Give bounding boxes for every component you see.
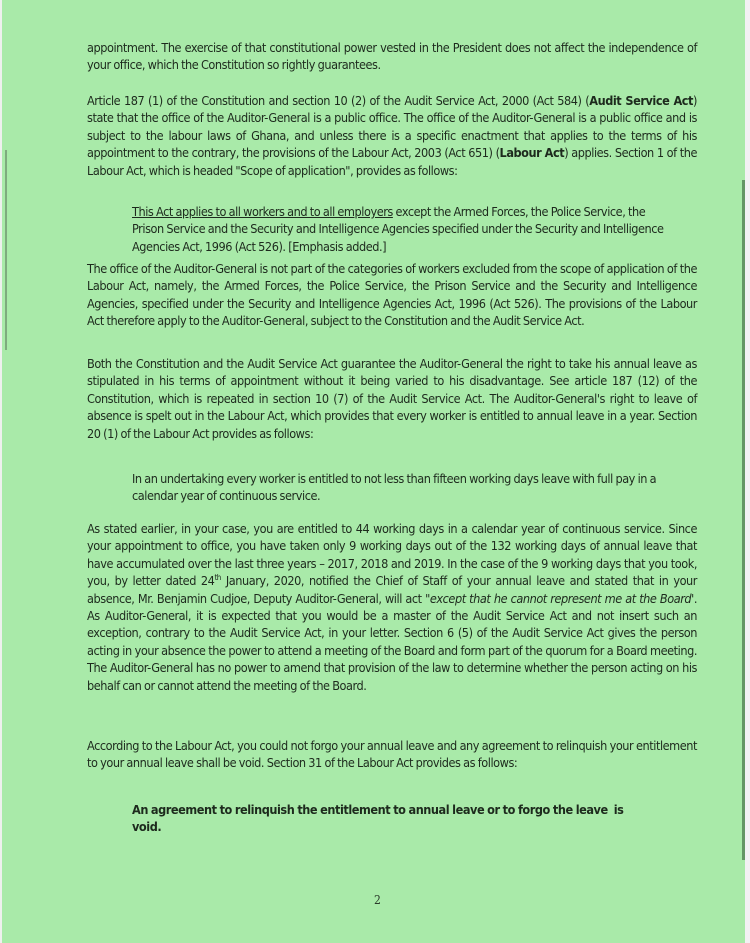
paragraph-leave-taken <box>87 520 697 694</box>
paragraph-article-187 <box>87 92 697 179</box>
text: January, 2020, notified the Chief of Staff of your annual leave and stated that in your absence, Mr. Benjamin Cudjoe, Deputy Auditor-General, will act " <box>87 573 697 606</box>
block-quote-scope <box>132 203 672 255</box>
quoted-exception: except that he cannot represent me at the Board <box>429 590 692 606</box>
document-page <box>2 0 745 943</box>
paragraph-forgo-leave: According to the Labour Act, you could not forgo your annual leave and any agreement to relinquish your entitlement to your annual leave shall be void. Section 31 of the Labour Act provides as follows: <box>87 738 697 771</box>
paragraph-not-excluded: The office of the Auditor-General is not part of the categories of workers excluded from the scope of application of the Labour Act, namely, the Armed Forces, the Police Service, the Prison Service and the Security and Intelligence Agencies, specified under the Security and Intelligence Agencies Act, 1996 (Act 526). The provisions of the Labour Act therefore apply to the Auditor-General, subject to the Constitution and the Audit Service Act. <box>87 261 697 329</box>
defined-term-audit-service-act: Audit Service Act <box>589 93 694 108</box>
page-number: 2 <box>374 893 381 907</box>
quote-section-20-text: In an undertaking every worker is entitled to not less than fifteen working days leave with full pay in a calendar year of continuous service. <box>132 471 657 504</box>
text: ) applies. Section 1 of the Labour Act, which is headed "Scope of application", provides as follows: <box>87 145 697 178</box>
defined-term-labour-act: Labour Act <box>499 145 565 161</box>
text: As stated earlier, in your case, you are entitled to 44 working days in a calendar year of continuous service. Since your appointment to office, you have taken only 9 working days out of the 132 working days of annual leave that have accumulated over the last three years – 2017, 2018 and 2019. In the case of the 9 working days that you took, you, by letter dated 24 <box>87 521 697 589</box>
block-quote-section-20 <box>132 470 672 505</box>
paragraph-annual-leave-right: Both the Constitution and the Audit Service Act guarantee the Auditor-General the right to take his annual leave as stipulated in his terms of appointment without it being varied to his disadvantage. See article 187 (12) of the Constitution, which is repeated in section 10 (7) of the Audit Service Act. The Auditor-General's right to leave of absence is spelt out in the Labour Act, which provides that every worker is entitled to annual leave in a year. Section 20 (1) of the Labour Act provides as follows: <box>87 356 697 441</box>
text: except the Armed Forces, the Police Service, the Prison Service and the Security and Intelligence Agencies specified under the Security and Intelligence Agencies Act, 1996 (Act 526). [Emphasis added.] <box>132 204 664 254</box>
quote-scope-text <box>132 203 672 255</box>
underlined-emphasis: This Act applies to all workers and to all employers <box>132 204 393 219</box>
text: '. As Auditor-General, it is expected that you would be a master of the Audit Service Act and not insert such an exception, contrary to the Audit Service Act, in your letter. Section 6 (5) of the Audit Service Act gives the person acting in your absence the power to attend a meeting of the Board and form part of the quorum for a Board meeting. The Auditor-General has no power to amend that provision of the law to determine whether the person acting on his behalf can or cannot attend the meeting of the Board. <box>87 590 697 693</box>
page-shadow-left <box>5 150 7 350</box>
block-quote-section-31 <box>132 801 642 836</box>
page-edge <box>745 0 750 943</box>
text: ) state that the office of the Auditor-General is a public office. The office of the Auditor-General is a public office and is subject to the labour laws of Ghana, and unless there is a specific enactment that applies to the terms of his appointment to the contrary, the provisions of the Labour Act, 2003 (Act 651) ( <box>87 93 698 161</box>
superscript: th <box>214 573 221 583</box>
quote-section-31-text: An agreement to relinquish the entitlement to annual leave or to forgo the leave is void. <box>132 802 627 835</box>
text: Article 187 (1) of the Constitution and section 10 (2) of the Audit Service Act, 2000 (Act 584) ( <box>87 93 590 108</box>
paragraph-appointment: appointment. The exercise of that constitutional power vested in the President does not affect the independence of your office, which the Constitution so rightly guarantees. <box>87 40 697 73</box>
